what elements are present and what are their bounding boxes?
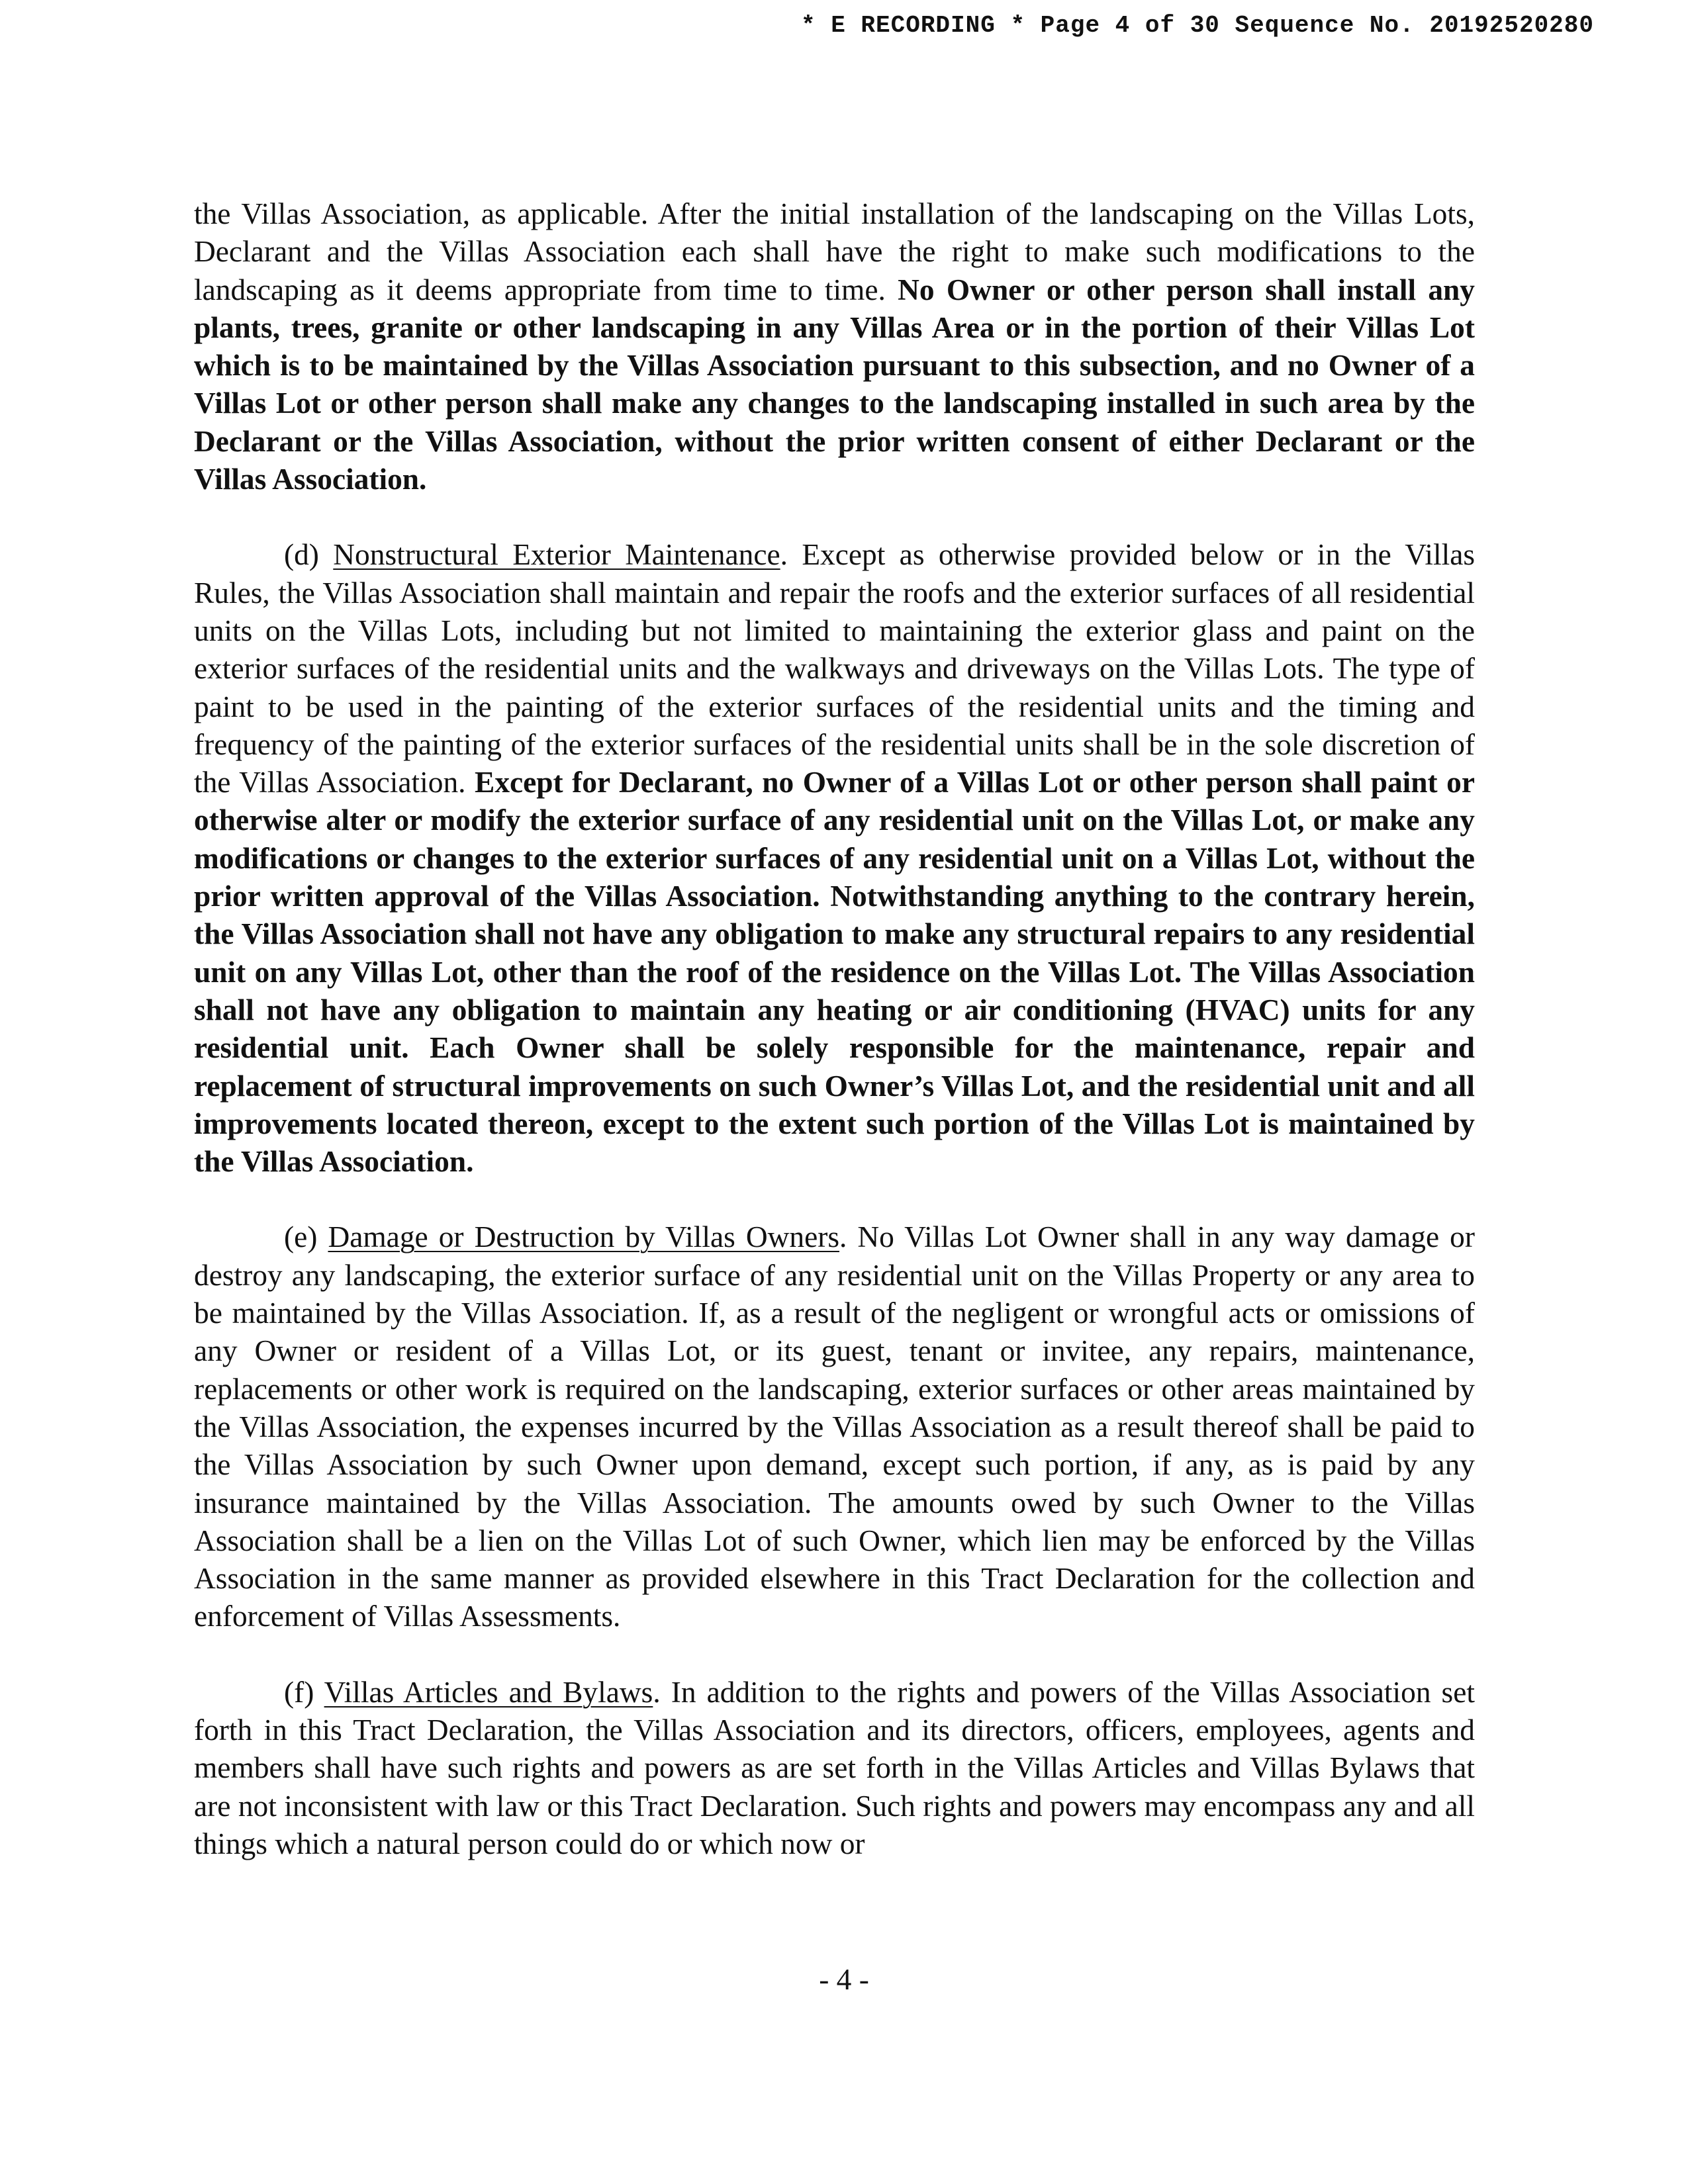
section-label: (f) bbox=[284, 1675, 314, 1709]
paragraph-text: . In addition to the rights and powers of the Villas Association set forth in this Tract Declaration, the Villas Association and its directors, officers, employees, agents and members shall have such rights and powers as are set forth in the Villas Articles and Villas Bylaws that are not inconsistent with law or this Tract Declaration. Such rights and powers may encompass any and all things which a natural person could do or which now or bbox=[194, 1675, 1475, 1860]
paragraph-bold-text: No Owner or other person shall install any plants, trees, granite or other landscaping in any Villas Area or in the portion of their Villas Lot which is to be maintained by the Villas Association pursuant to this subsection, and no Owner of a Villas Lot or other person shall make any changes to the landscaping installed in such area by the Declarant or the Villas Association, without the prior written consent of either Declarant or the Villas Association. bbox=[194, 273, 1475, 496]
document-body bbox=[194, 195, 1475, 1901]
paragraph-text: . No Villas Lot Owner shall in any way damage or destroy any landscaping, the exterior surface of any residential unit on the Villas Property or any area to be maintained by the Villas Association. If, as a result of the negligent or wrongful acts or omissions of any Owner or resident of a Villas Lot, or its guest, tenant or invitee, any repairs, maintenance, replacements or other work is required on the landscaping, exterior surfaces or other areas maintained by the Villas Association, the expenses incurred by the Villas Association as a result thereof shall be paid to the Villas Association by such Owner upon demand, except such portion, if any, as is paid by any insurance maintained by the Villas Association. The amounts owed by such Owner to the Villas Association shall be a lien on the Villas Lot of such Owner, which lien may be enforced by the Villas Association in the same manner as provided elsewhere in this Tract Declaration for the collection and enforcement of Villas Assessments. bbox=[194, 1220, 1475, 1633]
paragraph-continuation bbox=[194, 195, 1475, 498]
section-label: (e) bbox=[284, 1220, 318, 1254]
section-heading: Nonstructural Exterior Maintenance bbox=[333, 538, 780, 572]
section-label: (d) bbox=[284, 538, 319, 572]
paragraph-e bbox=[194, 1218, 1475, 1635]
paragraph-f bbox=[194, 1674, 1475, 1863]
paragraph-text: . Except as otherwise provided below or in the Villas Rules, the Villas Association shall maintain and repair the roofs and the exterior surfaces of all residential units on the Villas Lots, including but not limited to maintaining the exterior glass and paint on the exterior surfaces of the residential units and the walkways and driveways on the Villas Lots. The type of paint to be used in the painting of the exterior surfaces of the residential units and the timing and frequency of the painting of the exterior surfaces of the residential units shall be in the sole discretion of the Villas Association. bbox=[194, 538, 1476, 799]
paragraph-bold-text: Except for Declarant, no Owner of a Villas Lot or other person shall paint or otherwise alter or modify the exterior surface of any residential unit on the Villas Lot, or make any modifications or changes to the exterior surfaces of any residential unit on a Villas Lot, without the prior written approval of the Villas Association. Notwithstanding anything to the contrary herein, the Villas Association shall not have any obligation to make any structural repairs to any residential unit on any Villas Lot, other than the roof of the residence on the Villas Lot. The Villas Association shall not have any obligation to maintain any heating or air conditioning (HVAC) units for any residential unit. Each Owner shall be solely responsible for the maintenance, repair and replacement of structural improvements on such Owner’s Villas Lot, and the residential unit and all improvements located thereon, except to the extent such portion of the Villas Lot is maintained by the Villas Association. bbox=[194, 766, 1476, 1179]
paragraph-text: the Villas Association, as applicable. After the initial installation of the landscaping on the Villas Lots, Declarant and the Villas Association each shall have the right to make such modifications to the landscaping as it deems appropriate from time to time. bbox=[194, 197, 1475, 306]
section-heading: Damage or Destruction by Villas Owners bbox=[328, 1220, 839, 1254]
recording-header: * E RECORDING * Page 4 of 30 Sequence No. 20192520280 bbox=[801, 12, 1594, 39]
section-heading: Villas Articles and Bylaws bbox=[324, 1675, 653, 1709]
paragraph-d bbox=[194, 536, 1475, 1181]
page-number: - 4 - bbox=[819, 1963, 869, 1996]
